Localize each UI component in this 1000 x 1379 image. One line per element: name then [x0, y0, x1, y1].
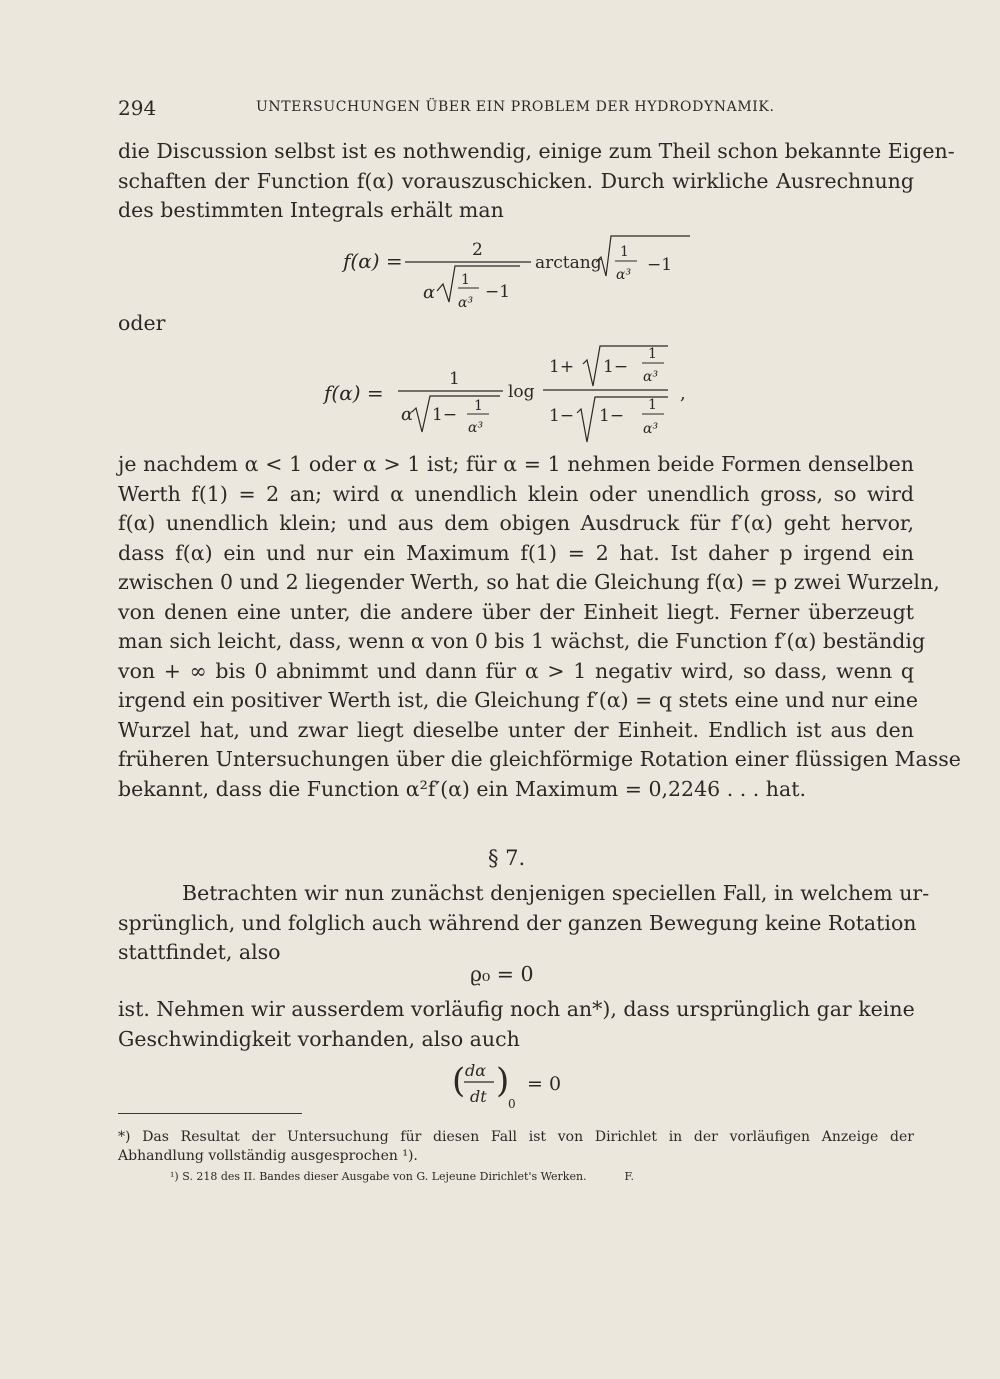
footnote-2-text: ¹) S. 218 des II. Bandes dieser Ausgabe von G. Lejeune Dirichlet's Werken. — [170, 1170, 587, 1183]
text-line: f(α) unendlich klein; und aus dem obigen Ausdruck für f′(α) geht hervor, — [118, 511, 914, 535]
eq1-lhs: f(α) = — [343, 249, 403, 273]
eq2-lhs: f(α) = — [324, 381, 384, 405]
eq2-top-one: 1 — [648, 346, 657, 362]
eq4-denominator: dt — [470, 1087, 487, 1106]
eq1-root-minus-one: −1 — [647, 255, 673, 275]
eq4-rhs: = 0 — [527, 1073, 562, 1095]
eq1-root-alpha3: α³ — [616, 267, 632, 283]
footnote-line: Abhandlung vollständig ausgesprochen ¹). — [118, 1148, 418, 1164]
text-line: bekannt, dass die Function α²f′(α) ein Maximum = 0,2246 . . . hat. — [118, 776, 806, 801]
eq1-alpha: α — [423, 282, 436, 303]
text-line: Betrachten wir nun zunächst denjenigen speciellen Fall, in welchem ur- — [182, 881, 930, 905]
footnote-2 — [170, 1170, 634, 1183]
eq2-inner-one: 1 — [474, 398, 483, 414]
text-line: irgend ein positiver Werth ist, die Gleichung f′(α) = q stets eine und nur eine — [118, 688, 918, 712]
text-line: zwischen 0 und 2 liegender Werth, so hat die Gleichung f(α) = p zwei Wurzeln, — [118, 570, 940, 594]
eq1-root-one: 1 — [620, 244, 629, 260]
text-line: sprünglich, und folglich auch während der ganzen Bewegung keine Rotation — [118, 910, 917, 935]
footnote-rule — [118, 1113, 302, 1114]
text-line: dass f(α) ein und nur ein Maximum f(1) = 2 hat. Ist daher p irgend ein — [118, 540, 914, 565]
equation-rho: ϱ₀ = 0 — [470, 962, 534, 986]
footnote-line: *) Das Resultat der Untersuchung für diesen Fall ist von Dirichlet in der vorläufigen Anzeige der — [118, 1129, 914, 1145]
text-line: ist. Nehmen wir ausserdem vorläufig noch an*), dass ursprünglich gar keine — [118, 997, 915, 1021]
text-line: stattfindet, also — [118, 940, 281, 964]
eq4-right-paren: ) — [496, 1061, 510, 1101]
eq2-top-alpha3: α³ — [643, 369, 659, 385]
eq2-top-one-minus: 1− — [603, 357, 629, 377]
eq2-bottom-one-minus: 1− — [549, 406, 575, 426]
eq2-inner-alpha3: α³ — [468, 420, 484, 436]
text-line: schaften der Function f(α) vorauszuschicken. Durch wirkliche Ausrechnung — [118, 168, 914, 193]
oder-text: oder — [118, 311, 166, 335]
eq4-numerator: dα — [465, 1061, 487, 1080]
eq4-left-paren: ( — [452, 1061, 466, 1101]
eq2-bottom-one: 1 — [648, 397, 657, 413]
eq2-bottom-one-minus-2: 1− — [599, 406, 625, 426]
text-line: des bestimmten Integrals erhält man — [118, 198, 504, 222]
text-line: von + ∞ bis 0 abnimmt und dann für α > 1 negativ wird, so dass, wenn q — [118, 658, 914, 683]
eq1-inner-minus-one: −1 — [485, 282, 511, 302]
eq2-alpha: α — [401, 404, 414, 425]
text-line: je nachdem α < 1 oder α > 1 ist; für α = 1 nehmen beide Formen denselben — [118, 452, 914, 476]
footnote-1 — [118, 1128, 914, 1166]
text-line: von denen eine unter, die andere über der Einheit liegt. Ferner überzeugt — [118, 599, 914, 624]
running-title: UNTERSUCHUNGEN ÜBER EIN PROBLEM DER HYDRODYNAMIK. — [256, 99, 775, 115]
text-line: Werth f(1) = 2 an; wird α unendlich klein oder unendlich gross, so wird — [118, 481, 914, 506]
eq2-bottom-alpha3: α³ — [643, 421, 659, 437]
eq2-comma: , — [680, 383, 686, 404]
text-line: die Discussion selbst ist es nothwendig, einige zum Theil schon bekannte Eigen- — [118, 139, 955, 163]
eq1-inner-alpha3: α³ — [458, 295, 474, 311]
text-line: Geschwindigkeit vorhanden, also auch — [118, 1026, 520, 1051]
eq2-numerator: 1 — [449, 369, 460, 389]
eq4-subscript: 0 — [508, 1097, 516, 1111]
eq2-one-plus: 1+ — [549, 357, 575, 377]
text-line: man sich leicht, dass, wenn α von 0 bis 1 wächst, die Function f′(α) beständig — [118, 629, 926, 653]
section-heading: § 7. — [488, 846, 526, 870]
text-line: früheren Untersuchungen über die gleichförmige Rotation einer flüssigen Masse — [118, 747, 961, 771]
eq2-one-minus: 1− — [432, 405, 458, 425]
footnote-2-sign: F. — [624, 1170, 634, 1183]
eq2-log: log — [508, 382, 535, 402]
eq1-numerator: 2 — [472, 240, 483, 260]
eq1-inner-one: 1 — [461, 272, 470, 288]
page-number: 294 — [118, 96, 157, 120]
eq1-arctang: arctang — [535, 253, 602, 273]
text-line: Wurzel hat, und zwar liegt dieselbe unter der Einheit. Endlich ist aus den — [118, 717, 914, 742]
